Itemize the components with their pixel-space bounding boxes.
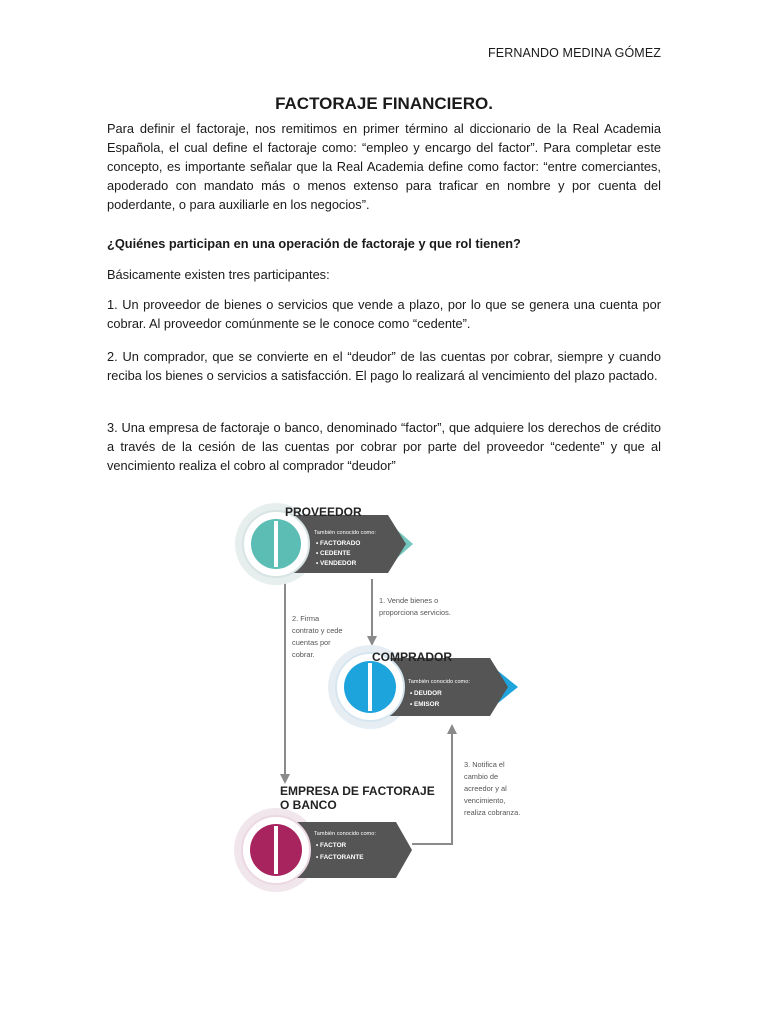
svg-text:1. Vende bienes o: 1. Vende bienes o: [379, 596, 439, 605]
step1-label: [379, 596, 451, 617]
empresa-alias-2: • FACTORANTE: [316, 854, 364, 861]
svg-text:contrato y cede: contrato y cede: [292, 626, 343, 635]
proveedor-subtitle: También conocido como:: [314, 530, 376, 536]
factoring-diagram: [230, 497, 540, 897]
proveedor-alias-2: • CEDENTE: [316, 550, 351, 557]
svg-text:proporciona servicios.: proporciona servicios.: [379, 608, 451, 617]
svg-text:realiza cobranza.: realiza cobranza.: [464, 808, 521, 817]
participant-item-2: 2. Un comprador, que se convierte en el “deudor” de las cuentas por cobrar, siempre y cuando reciba los bienes o servicios a satisfacción. El pago lo realizará al vencimiento del plazo pactado.: [107, 349, 661, 383]
svg-text:cuentas por: cuentas por: [292, 638, 331, 647]
svg-text:vencimiento,: vencimiento,: [464, 796, 506, 805]
empresa-alias-1: • FACTOR: [316, 842, 347, 849]
svg-text:cambio de: cambio de: [464, 772, 499, 781]
participant-item-1: 1. Un proveedor de bienes o servicios que vende a plazo, por lo que se genera una cuenta por cobrar. Al proveedor comúnmente se le conoce como “cedente”.: [107, 297, 661, 331]
participant-item-3: 3. Una empresa de factoraje o banco, denominado “factor”, que adquiere los derechos de crédito a través de la cesión de las cuentas por cobrar por parte del proveedor “cedente” y que al vencimiento realiza el cobro al comprador “deudor”: [107, 420, 661, 473]
empresa-title-line2: O BANCO: [280, 798, 337, 812]
svg-text:2. Firma: 2. Firma: [292, 614, 320, 623]
proveedor-alias-3: • VENDEDOR: [316, 560, 357, 567]
intro-paragraph: Para definir el factoraje, nos remitimos en primer término al diccionario de la Real Academia Española, el cual define el factoraje como: “empleo y encargo del factor”. Para completar este concepto, es importante señalar que la Real Academia define como factor: “entre comerciantes, apoderado con mandato más o menos extenso para traficar en nombre y por cuenta del poderdante, o para auxiliarle en los negocios”.: [107, 121, 661, 212]
step2-label: [292, 614, 343, 659]
document-title: FACTORAJE FINANCIERO.: [275, 94, 493, 113]
comprador-alias-2: • EMISOR: [410, 701, 440, 708]
svg-text:3. Notifica el: 3. Notifica el: [464, 760, 505, 769]
empresa-title-line1: EMPRESA DE FACTORAJE: [280, 784, 435, 798]
proveedor-title: PROVEEDOR: [285, 505, 362, 519]
lead-paragraph: Básicamente existen tres participantes:: [107, 267, 330, 282]
comprador-block: [328, 645, 518, 729]
comprador-subtitle: También conocido como:: [408, 679, 470, 685]
svg-text:acreedor y al: acreedor y al: [464, 784, 507, 793]
comprador-title: COMPRADOR: [372, 650, 452, 664]
author-name: FERNANDO MEDINA GÓMEZ: [488, 46, 661, 60]
question-heading: ¿Quiénes participan en una operación de factoraje y que rol tienen?: [107, 236, 521, 251]
empresa-block: [234, 784, 435, 892]
svg-text:cobrar.: cobrar.: [292, 650, 315, 659]
comprador-alias-1: • DEUDOR: [410, 690, 442, 697]
proveedor-block: [235, 503, 413, 585]
empresa-subtitle: También conocido como:: [314, 831, 376, 837]
proveedor-alias-1: • FACTORADO: [316, 540, 361, 547]
step3-label: [464, 760, 520, 817]
